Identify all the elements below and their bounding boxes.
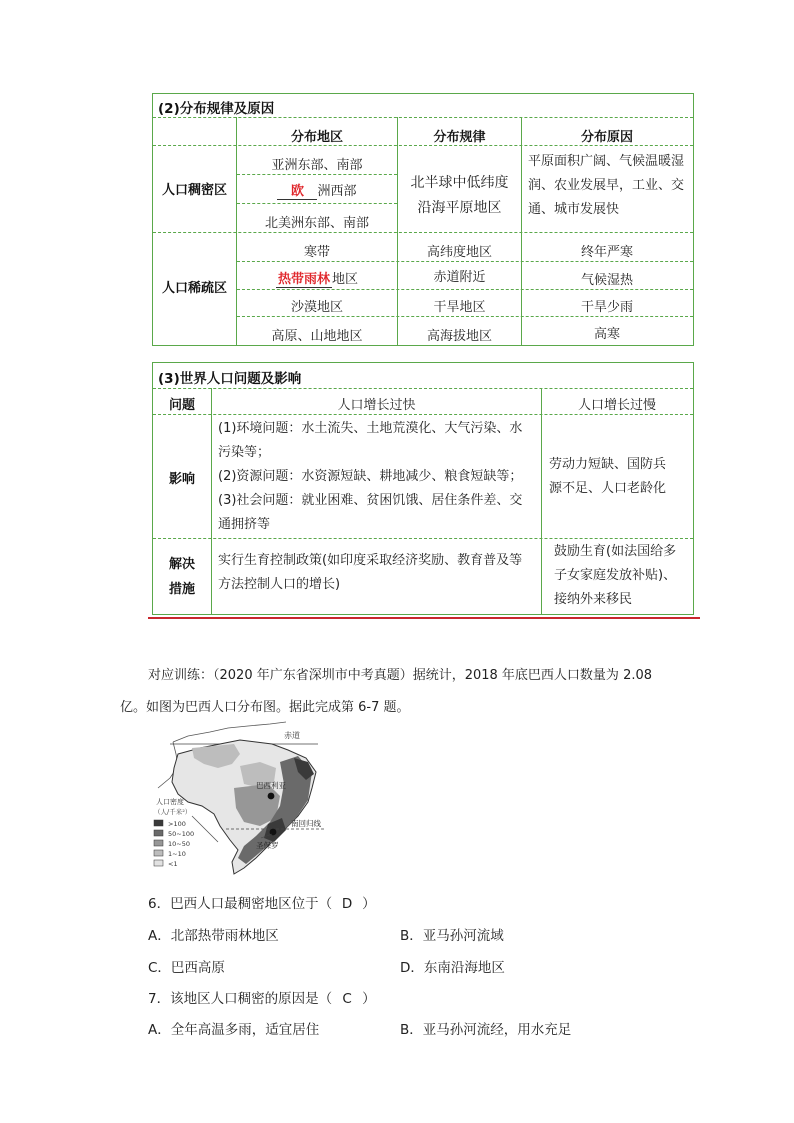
legend-unit: （人/千米²）	[154, 808, 192, 816]
legend-label: 50~100	[168, 830, 195, 838]
neighbor-outline	[192, 816, 218, 842]
legend-swatch	[154, 860, 163, 866]
sparse-rule-4: 高海拔地区	[426, 329, 492, 344]
divider	[541, 388, 542, 614]
sparse-region-2: 热带雨林 地区	[237, 268, 397, 288]
row-label-impact: 影响	[168, 472, 195, 487]
legend-swatch	[154, 850, 163, 856]
city-label: 圣保罗	[256, 841, 279, 850]
sparse-rule-1: 高纬度地区	[426, 245, 492, 260]
question-7-option-a[interactable]: A．全年高温多雨，适宜居住	[148, 1022, 320, 1038]
row-label-dense: 人口稠密区	[161, 183, 227, 198]
divider	[153, 117, 693, 118]
measures-slow-2: 子女家庭发放补贴)、	[554, 568, 677, 583]
question-6-option-d[interactable]: D．东南沿海地区	[400, 960, 505, 976]
sparse-reason-4: 高寒	[593, 327, 620, 342]
question-6-answer: D	[341, 896, 353, 912]
dense-rule-line1: 北半球中低纬度	[410, 175, 509, 191]
impact-slow-2: 源不足、人口老龄化	[549, 481, 667, 496]
dense-region-1: 亚洲东部、南部	[271, 158, 363, 173]
impact-fast-2: 污染等；	[218, 445, 271, 460]
question-7-answer: C	[342, 991, 352, 1007]
measures-fast-1: 实行生育控制政策(如印度采取经济奖励、教育普及等	[218, 553, 523, 568]
measures-fast-2: 方法控制人口的增长)	[218, 577, 341, 592]
legend-title: 人口密度	[156, 798, 184, 806]
neighbor-outline	[173, 722, 286, 742]
header-issue: 问题	[168, 398, 195, 413]
divider	[153, 232, 693, 233]
divider	[153, 145, 693, 146]
header-reason: 分布原因	[580, 130, 633, 145]
dense-reason-line2: 润、农业发展早，工业、交	[528, 178, 685, 193]
header-region: 分布地区	[290, 130, 343, 145]
legend-label: 1~10	[168, 850, 186, 858]
dense-rule-line2: 沿海平原地区	[417, 200, 502, 216]
impact-fast-1: (1)环境问题：水土流失、土地荒漠化、大气污染、水	[218, 421, 523, 436]
legend-swatch	[154, 840, 163, 846]
measures-slow-1: 鼓励生育(如法国给多	[554, 544, 677, 559]
capital-label: 巴西利亚	[256, 781, 286, 790]
tropic-label: 南回归线	[291, 819, 321, 828]
divider	[211, 388, 212, 614]
header-rule: 分布规律	[433, 130, 486, 145]
divider	[237, 203, 397, 204]
row-label-measures-2: 措施	[168, 582, 195, 597]
dense-region-2: 欧 洲西部	[237, 180, 397, 200]
sparse-region-1: 寒带	[303, 245, 330, 260]
row-label-sparse: 人口稀疏区	[161, 281, 227, 296]
impact-fast-4: (3)社会问题：就业困难、贫困饥饿、居住条件差、交	[218, 493, 523, 508]
intro-line-2: 亿。如图为巴西人口分布图。据此完成第 6-7 题。	[120, 700, 410, 715]
legend-label: <1	[168, 860, 178, 868]
legend-swatch	[154, 830, 163, 836]
impact-fast-3: (2)资源问题：水资源短缺、耕地减少、粮食短缺等；	[218, 469, 523, 484]
legend-swatch	[154, 820, 163, 826]
divider	[237, 289, 693, 290]
sparse-reason-1: 终年严寒	[580, 245, 633, 260]
divider	[237, 316, 693, 317]
distribution-table-title: (2)分布规律及原因	[158, 101, 275, 117]
sparse-reason-3: 干旱少雨	[580, 300, 633, 315]
question-7-stem: 7．该地区人口稠密的原因是（ C ）	[148, 991, 376, 1007]
legend-label: >100	[168, 820, 186, 828]
legend-label: 10~50	[168, 840, 190, 848]
sparse-rule-2: 赤道附近	[433, 270, 486, 285]
measures-slow-3: 接纳外来移民	[554, 592, 633, 607]
impact-fast-5: 通拥挤等	[218, 517, 271, 532]
intro-line-1: 对应训练：（2020 年广东省深圳市中考真题）据统计，2018 年底巴西人口数量为 2.08	[148, 668, 653, 683]
divider	[237, 174, 397, 175]
dense-region-3: 北美洲东部、南部	[264, 216, 369, 231]
question-6-option-a[interactable]: A．北部热带雨林地区	[148, 928, 279, 944]
row-label-measures-1: 解决	[168, 557, 195, 572]
question-6-option-c[interactable]: C．巴西高原	[148, 960, 225, 976]
dense-reason-line3: 通、城市发展快	[528, 202, 620, 217]
sparse-rule-3: 干旱地区	[433, 300, 486, 315]
divider	[153, 388, 693, 389]
section-rule	[148, 617, 700, 619]
impact-slow-1: 劳动力短缺、国防兵	[549, 457, 667, 472]
sparse-reason-2: 气候湿热	[580, 273, 633, 288]
header-fast-growth: 人口增长过快	[337, 398, 416, 413]
question-6-option-b[interactable]: B．亚马孙河流域	[400, 928, 504, 944]
sparse-region-3: 沙漠地区	[290, 300, 343, 315]
equator-label: 赤道	[284, 731, 300, 740]
sparse-region-4: 高原、山地地区	[271, 329, 363, 344]
fill-in-answer: 热带雨林	[276, 268, 332, 288]
question-6-stem: 6．巴西人口最稠密地区位于（ D ）	[148, 896, 376, 912]
header-slow-growth: 人口增长过慢	[577, 398, 656, 413]
divider	[237, 261, 693, 262]
divider	[153, 538, 693, 539]
divider	[153, 414, 693, 415]
dense-reason-line1: 平原面积广阔、气候温暖湿	[528, 154, 685, 169]
capital-marker	[268, 793, 275, 800]
question-7-option-b[interactable]: B．亚马孙河流经，用水充足	[400, 1022, 572, 1038]
population-issue-table-title: (3)世界人口问题及影响	[158, 371, 302, 387]
brazil-population-map	[148, 718, 333, 880]
fill-in-answer: 欧	[277, 180, 317, 200]
